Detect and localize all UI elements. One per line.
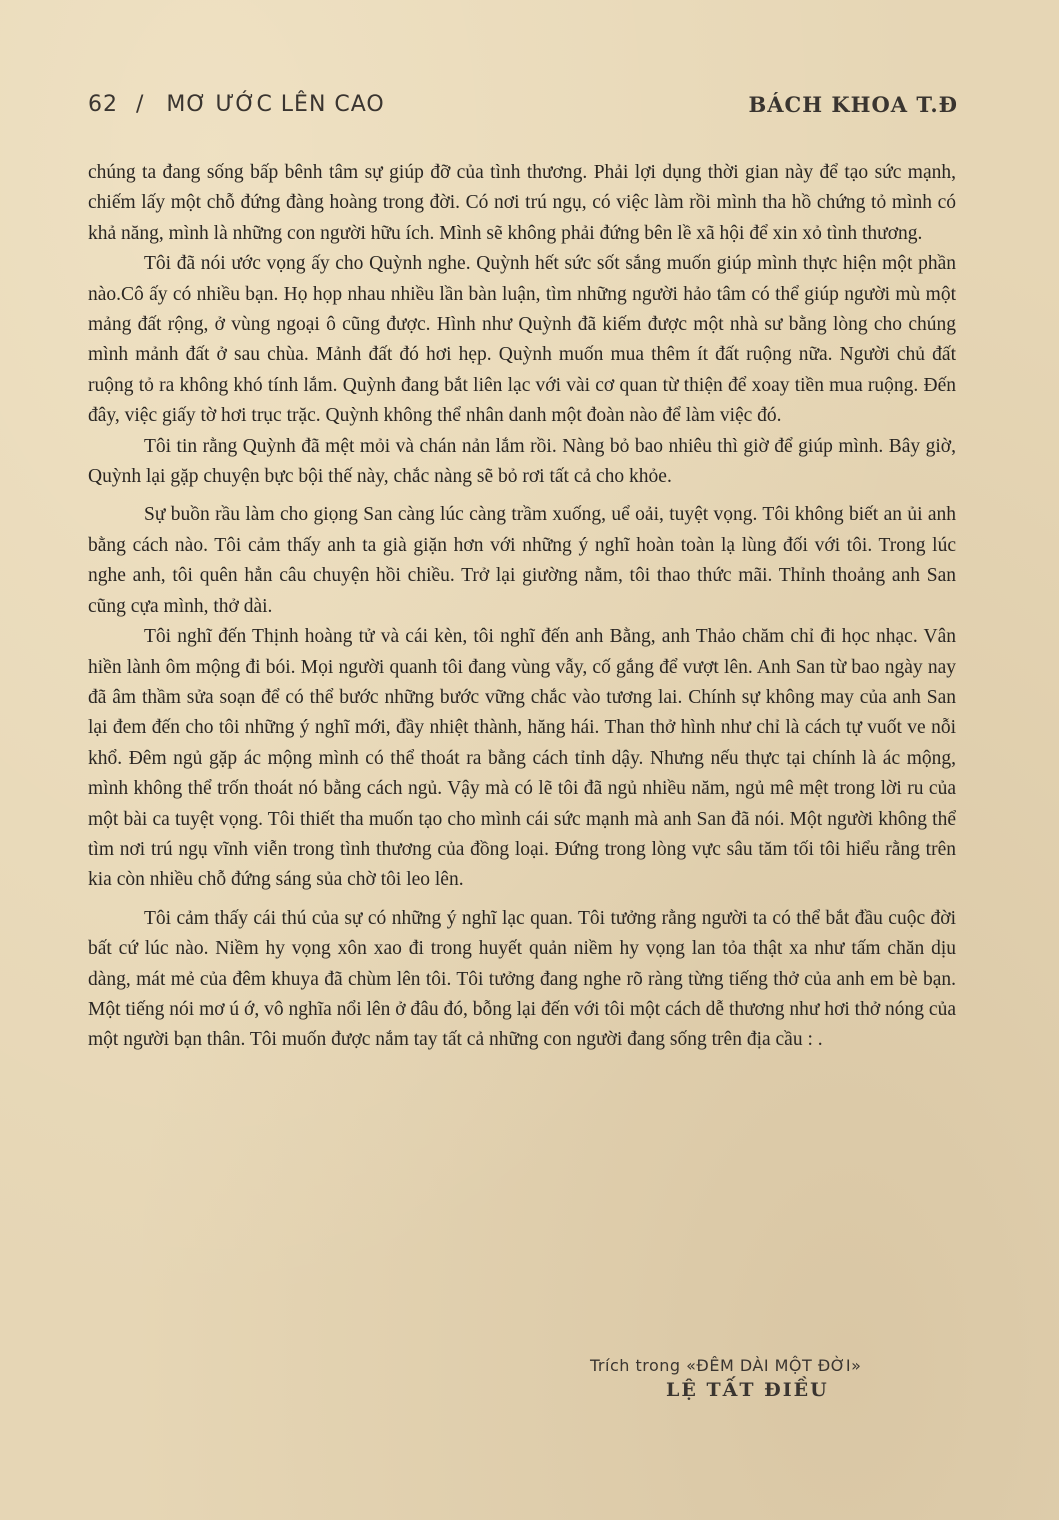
publication-name: BÁCH KHOA T.Đ [748,92,958,117]
header-separator: / [136,92,145,117]
running-head-left [88,92,385,117]
author-name: LỆ TẤT ĐIỀU [666,1379,829,1401]
source-title: Trích trong «ĐÊM DÀI MỘT ĐỜI» [590,1356,862,1375]
paragraph: Tôi tin rằng Quỳnh đã mệt mỏi và chán nản lắm rồi. Nàng bỏ bao nhiêu thì giờ để giúp mình. Bây giờ, Quỳnh lại gặp chuyện bực bội thế này, chắc nàng sẽ bỏ rơi tất cả cho khỏe. [88,435,956,488]
paragraph: Tôi cảm thấy cái thú của sự có những ý nghĩ lạc quan. Tôi tưởng rằng người ta có thể bắt đầu cuộc đời bất cứ lúc nào. Niềm hy vọng xôn xao đi trong huyết quản niềm hy vọng lan tỏa thật xa như tấm chăn dịu dàng, mát mẻ của đêm khuya đã chùm lên tôi. Tôi tưởng đang nghe rõ ràng từng tiếng thở của anh em bè bạn. Một tiếng nói mơ ú ớ, vô nghĩa nổi lên ở đâu đó, bỗng lại đến với tôi một cách dễ thương như hơi thở nóng của một người bạn thân. Tôi muốn được nắm tay tất cả những con người đang sống trên địa cầu : . [88,907,956,1051]
page-number: 62 [88,92,118,117]
source-credit [590,1356,861,1401]
paragraph: Tôi đã nói ước vọng ấy cho Quỳnh nghe. Quỳnh hết sức sốt sắng muốn giúp mình thực hiện một phần nào.Cô ấy có nhiều bạn. Họ họp nhau nhiều lần bàn luận, tìm những người hảo tâm có thể giúp người mù một mảng đất rộng, ở vùng ngoại ô cũng được. Hình như Quỳnh đã kiếm được một nhà sư bằng lòng cho chúng mình mảnh đất ở sau chùa. Mảnh đất đó hơi hẹp. Quỳnh muốn mua thêm ít đất ruộng nữa. Người chủ đất ruộng tỏ ra không khó tính lắm. Quỳnh đang bắt liên lạc với vài cơ quan từ thiện để xoay tiền mua ruộng. Đến đây, việc giấy tờ hơi trục trặc. Quỳnh không thể nhân danh một đoàn nào để làm việc đó. [88,253,956,427]
section-title: MƠ ƯỚC LÊN CAO [166,92,385,117]
page-header [88,92,958,124]
paragraph: Tôi nghĩ đến Thịnh hoàng tử và cái kèn, tôi nghĩ đến anh Bằng, anh Thảo chăm chỉ đi học nhạc. Vân hiền lành ôm mộng đi bói. Mọi người quanh tôi đang vùng vẫy, cố gắng để vượt lên. Anh San từ bao ngày nay đã âm thầm sửa soạn để có thể bước những bước vững chắc vào tương lai. Chính sự không may của anh San lại đem đến cho tôi những ý nghĩ mới, đầy nhiệt thành, hăng hái. Than thở hình như chỉ là cách tự vuốt ve nỗi khổ. Đêm ngủ gặp ác mộng mình có thể thoát ra bằng cách tỉnh dậy. Nhưng nếu thực tại chính là ác mộng, mình không thể trốn thoát nó bằng cách ngủ. Vậy mà có lẽ tôi đã ngủ nhiều năm, ngủ mê mệt trong lời ru của một bài ca tuyệt vọng. Tôi thiết tha muốn tạo cho mình cái sức mạnh mà anh San đã nói. Một người không thể tìm nơi trú ngụ vĩnh viễn trong tình thương của đồng loại. Đứng trong lòng vực sâu tăm tối tôi hiểu rằng trên kia còn nhiều chỗ đứng sáng sủa chờ tôi leo lên. [88,626,956,891]
article-body [88,158,956,1056]
paragraph: Sự buồn rầu làm cho giọng San càng lúc càng trầm xuống, uể oải, tuyệt vọng. Tôi không biết an ủi anh bằng cách nào. Tôi cảm thấy anh ta già giặn hơn với những ý nghĩ hoàn toàn lạ lùng đối với tôi. Trong lúc nghe anh, tôi quên hẳn câu chuyện hồi chiều. Trở lại giường nằm, tôi thao thức mãi. Thỉnh thoảng anh San cũng cựa mình, thở dài. [88,504,956,617]
paragraph: chúng ta đang sống bấp bênh tâm sự giúp đỡ của tình thương. Phải lợi dụng thời gian này để tạo sức mạnh, chiếm lấy một chỗ đứng đàng hoàng trong đời. Có nơi trú ngụ, có việc làm rồi mình tha hồ chứng tỏ mình có khả năng, mình là những con người hữu ích. Mình sẽ không phải đứng bên lề xã hội để xin xỏ tình thương. [88,162,956,244]
